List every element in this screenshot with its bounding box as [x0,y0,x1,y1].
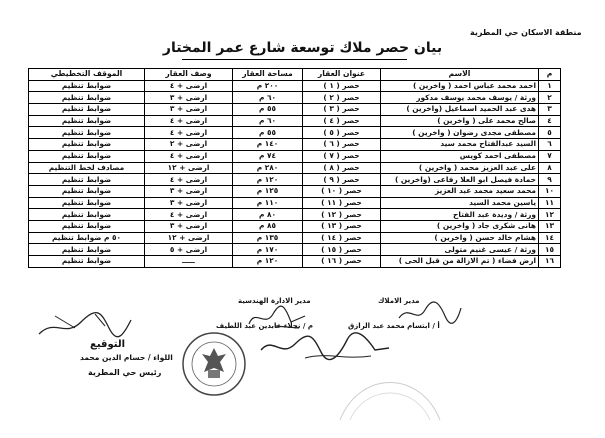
owner-name: ياسين محمد السيد [381,197,539,209]
header-name: الاسم [381,69,539,81]
property-address: حصر ( ٥ ) [303,127,381,139]
large-signature [255,330,395,364]
planning-position: ضوابط تنظيم [29,92,145,104]
owner-name: هشام خالد حسن ( واخرين ) [381,232,539,244]
property-address: حصر ( ١٤ ) [303,232,381,244]
property-description: ارضى + ٤ [145,209,233,221]
property-area: ٨٠ م [233,209,303,221]
owner-name: هانى شكرى جاد ( واخرين ) [381,220,539,232]
property-description: ـــــ [145,256,233,268]
chief-signature [35,308,135,342]
property-description: ارضى + ٣ [145,220,233,232]
engineering-manager-signature [245,302,315,332]
planning-position: ضوابط تنظيم [29,256,145,268]
table-row [29,185,561,197]
property-description: ارضى + ٣ [145,92,233,104]
property-address: حصر ( ١١ ) [303,197,381,209]
property-description: ارضى + ٤ [145,150,233,162]
authority-header: منطقة الاسكان حي المطرية [470,28,582,37]
watermark-arcs [330,360,450,430]
property-area: ٥٥ م [233,127,303,139]
owner-name: هدى عبد الحميد اسماعيل (واخرين ) [381,104,539,116]
property-address: حصر ( ٩ ) [303,174,381,186]
row-number: ١١ [539,197,561,209]
chief-name: اللواء / حسام الدين محمد [80,353,173,362]
row-number: ٢ [539,92,561,104]
table-row [29,256,561,268]
property-address: حصر ( ٣ ) [303,104,381,116]
table-row [29,232,561,244]
header-position: الموقف التخطيطي [29,69,145,81]
table-row [29,92,561,104]
planning-position: ضوابط تنظيم [29,209,145,221]
table-row [29,80,561,92]
planning-position: ضوابط تنظيم [29,80,145,92]
owner-name: ارض فضاء ( تم الازالة من قبل الحى ) [381,256,539,268]
property-address: حصر ( ٦ ) [303,139,381,151]
row-number: ٩ [539,174,561,186]
planning-position: ضوابط تنظيم [29,104,145,116]
header-num: م [539,69,561,81]
property-area: ٢٠٠ م [233,80,303,92]
property-address: حصر ( ١٥ ) [303,244,381,256]
property-description: ارضى + ٤ [145,115,233,127]
row-number: ١٥ [539,244,561,256]
property-description: ارضى + ١٢ [145,232,233,244]
row-number: ١٣ [539,220,561,232]
property-area: ١٤٠ م [233,139,303,151]
row-number: ١٤ [539,232,561,244]
official-stamp-icon [180,330,248,398]
property-area: ١١٠ م [233,197,303,209]
property-area: ١٢٠ م [233,256,303,268]
property-description: ارضى + ٤ [145,80,233,92]
owner-name: مصطفى مجدى رضوان ( واخرين ) [381,127,539,139]
chief-title: رئيس حي المطرية [88,368,162,377]
row-number: ٥ [539,127,561,139]
header-address: عنوان العقار [303,69,381,81]
owner-name: ورثة / وديدة عبد الفتاح [381,209,539,221]
property-area: ١٢٠ م [233,174,303,186]
owner-name: احمد محمد عباس احمد ( واخرين ) [381,80,539,92]
property-area: ٢٨٠ م [233,162,303,174]
engineering-manager-title: مدير الادارة الهندسية [238,297,311,305]
owner-name: حمادة فيصل ابو العلا رفاعى (واخرين ) [381,174,539,186]
row-number: ١٢ [539,209,561,221]
property-description: ارضى + ٣ [145,185,233,197]
title-underline [182,59,407,60]
row-number: ٧ [539,150,561,162]
planning-position: مصادف لخط التنظيم [29,162,145,174]
signature-label: التوقيع [90,339,125,350]
table-row [29,174,561,186]
property-address: حصر ( ٤ ) [303,115,381,127]
property-description: ارضى + ٢ [145,139,233,151]
row-number: ١ [539,80,561,92]
document-title: بيان حصر ملاك توسعة شارع عمر المختار [162,40,443,56]
property-address: حصر ( ١ ) [303,80,381,92]
property-area: ١٣٥ م [233,232,303,244]
property-address: حصر ( ١٣ ) [303,220,381,232]
table-row [29,127,561,139]
owner-name: ورثة / عيسى غنيم متولى [381,244,539,256]
property-description: ارضى + ٣ [145,104,233,116]
row-number: ١٠ [539,185,561,197]
planning-position: ضوابط تنظيم [29,244,145,256]
property-manager-title: مدير الاملاك [378,297,420,305]
owner-name: محمد سعيد محمد عبد العزيز [381,185,539,197]
table-row [29,150,561,162]
table-row [29,162,561,174]
property-area: ٨٥ م [233,220,303,232]
planning-position: ضوابط تنظيم [29,127,145,139]
planning-position: ضوابط تنظيم [29,115,145,127]
row-number: ٤ [539,115,561,127]
row-number: ٨ [539,162,561,174]
property-area: ٥٥ م [233,104,303,116]
property-address: حصر ( ٨ ) [303,162,381,174]
property-description: ارضى + ٣ [145,197,233,209]
property-description: ارضى + ٤ [145,127,233,139]
planning-position: ضوابط تنظيم [29,174,145,186]
owner-name: صالح محمد على ( واخرين ) [381,115,539,127]
owner-name: السيد عبدالفتاح محمد سيد [381,139,539,151]
property-description: ارضى + ١٢ [145,162,233,174]
planning-position: ضوابط تنظيم [29,139,145,151]
table-row [29,115,561,127]
property-address: حصر ( ٢ ) [303,92,381,104]
property-description: ارضى + ٥ [145,244,233,256]
row-number: ٦ [539,139,561,151]
property-address: حصر ( ١٦ ) [303,256,381,268]
owner-name: مصطفى احمد كويس [381,150,539,162]
table-row [29,104,561,116]
property-description: ارضى + ٤ [145,174,233,186]
property-address: حصر ( ١٢ ) [303,209,381,221]
property-area: ٦٠ م [233,115,303,127]
property-area: ١٢٥ م [233,185,303,197]
table-row [29,197,561,209]
property-manager-name: أ / ابتسام محمد عبد الرازق [348,322,440,330]
table-row [29,220,561,232]
table-header-row [29,69,561,81]
property-address: حصر ( ١٠ ) [303,185,381,197]
engineering-manager-name: م / نجلاء عابدين عبد اللطيف [216,322,314,330]
table-row [29,244,561,256]
planning-position: ٥٠ م ضوابط تنظيم [29,232,145,244]
owner-name: على عبد العزيز محمد ( واخرين ) [381,162,539,174]
header-area: مساحة العقار [233,69,303,81]
table-row [29,209,561,221]
planning-position: ضوابط تنظيم [29,185,145,197]
property-area: ٦٠ م [233,92,303,104]
planning-position: ضوابط تنظيم [29,220,145,232]
planning-position: ضوابط تنظيم [29,197,145,209]
row-number: ١٦ [539,256,561,268]
row-number: ٣ [539,104,561,116]
property-area: ٧٤ م [233,150,303,162]
property-area: ١٧٠ م [233,244,303,256]
owners-table [28,68,561,268]
owner-name: ورثة / يوسف محمد يوسف مدكور [381,92,539,104]
property-address: حصر ( ٧ ) [303,150,381,162]
planning-position: ضوابط تنظيم [29,150,145,162]
table-row [29,139,561,151]
property-manager-signature [395,300,465,328]
header-description: وصف العقار [145,69,233,81]
